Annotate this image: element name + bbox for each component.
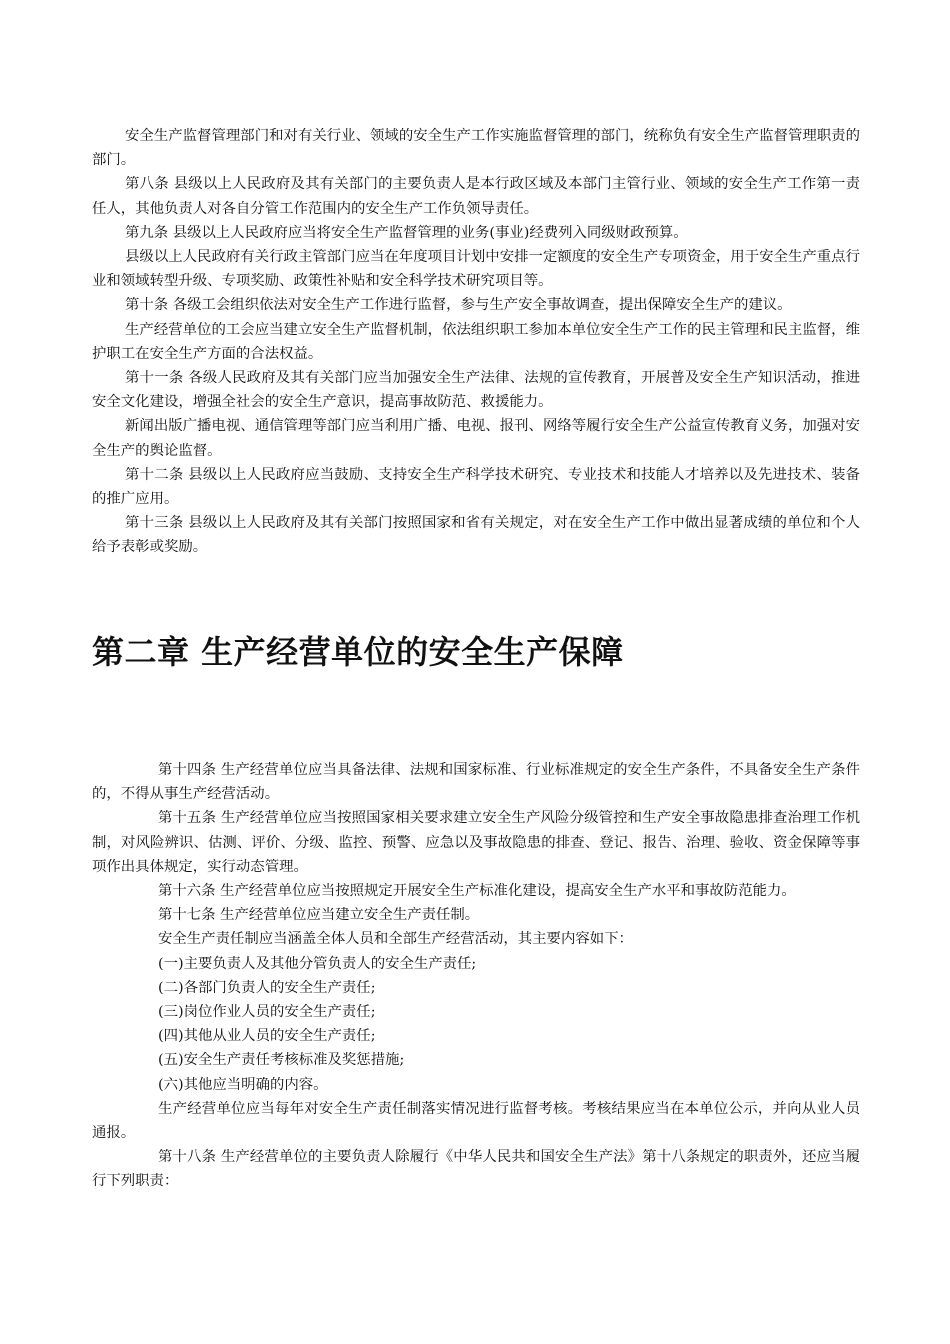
list-item: (四)其他从业人员的安全生产责任;	[158, 1028, 376, 1045]
list-item: (五)安全生产责任考核标准及奖惩措施;	[158, 1052, 405, 1069]
paragraph-article-18: 第十八条 生产经营单位的主要负责人除履行《中华人民共和国安全生产法》第十八条规定的职责外，还应当履行下列职责：	[92, 1149, 860, 1190]
paragraph-article-16: 第十六条 生产经营单位应当按照规定开展安全生产标准化建设，提高安全生产水平和事故防范能力。	[158, 883, 796, 900]
paragraph-article-8: 第八条 县级以上人民政府及其有关部门的主要负责人是本行政区域及本部门主管行业、领域的安全生产工作第一责任人，其他负责人对各自分管工作范围内的安全生产工作负领导责任。	[92, 176, 860, 217]
list-item: (三)岗位作业人员的安全生产责任;	[158, 1004, 376, 1021]
paragraph-article-9: 第九条 县级以上人民政府应当将安全生产监督管理的业务(事业)经费列入同级财政预算。	[125, 224, 688, 241]
list-item: (六)其他应当明确的内容。	[158, 1076, 328, 1093]
list-item: (二)各部门负责人的安全生产责任;	[158, 979, 376, 996]
paragraph: 安全生产责任制应当涵盖全体人员和全部生产经营活动，其主要内容如下：	[158, 931, 633, 948]
paragraph: 新闻出版广播电视、通信管理等部门应当利用广播、电视、报刊、网络等履行安全生产公益宣传教育义务，加强对安全生产的舆论监督。	[92, 418, 860, 459]
section-chapter-2	[92, 758, 860, 1194]
paragraph-article-14: 第十四条 生产经营单位应当具备法律、法规和国家标准、行业标准规定的安全生产条件，不具备安全生产条件的，不得从事生产经营活动。	[92, 762, 860, 803]
paragraph-article-17: 第十七条 生产经营单位应当建立安全生产责任制。	[158, 907, 480, 924]
paragraph: 县级以上人民政府有关行政主管部门应当在年度项目计划中安排一定额度的安全生产专项资金，用于安全生产重点行业和领域转型升级、专项奖励、政策性补贴和安全科学技术研究项目等。	[92, 249, 860, 290]
paragraph: 生产经营单位应当每年对安全生产责任制落实情况进行监督考核。考核结果应当在本单位公示，并向从业人员通报。	[92, 1100, 860, 1142]
paragraph-article-12: 第十二条 县级以上人民政府应当鼓励、支持安全生产科学技术研究、专业技术和技能人才培养以及先进技术、装备的推广应用。	[92, 466, 860, 508]
paragraph: 安全生产监督管理部门和对有关行业、领域的安全生产工作实施监督管理的部门，统称负有安全生产监督管理职责的部门。	[92, 128, 860, 169]
paragraph-article-11: 第十一条 各级人民政府及其有关部门应当加强安全生产法律、法规的宣传教育，开展普及安全生产知识活动，推进安全文化建设，增强全社会的安全生产意识，提高事故防范、救援能力。	[92, 370, 860, 411]
paragraph-article-10: 第十条 各级工会组织依法对安全生产工作进行监督，参与生产安全事故调查，提出保障安全生产的建议。	[125, 297, 792, 314]
paragraph-article-15: 第十五条 生产经营单位应当按照国家相关要求建立安全生产风险分级管控和生产安全事故隐患排查治理工作机制，对风险辨识、估测、评价、分级、监控、预警、应急以及事故隐患的排查、登记、报告、治理、验收、资金保障等事项作出具体规定，实行动态管理。	[92, 810, 860, 875]
list-item: (一)主要负责人及其他分管负责人的安全生产责任;	[158, 955, 477, 972]
paragraph: 生产经营单位的工会应当建立安全生产监督机制，依法组织职工参加本单位安全生产工作的民主管理和民主监督，维护职工在安全生产方面的合法权益。	[92, 321, 860, 362]
section-general-provisions	[92, 124, 860, 560]
chapter-title: 第二章 生产经营单位的安全生产保障	[92, 633, 624, 671]
paragraph-article-13: 第十三条 县级以上人民政府及其有关部门按照国家和省有关规定，对在安全生产工作中做出显著成绩的单位和个人给予表彰或奖励。	[92, 515, 860, 556]
